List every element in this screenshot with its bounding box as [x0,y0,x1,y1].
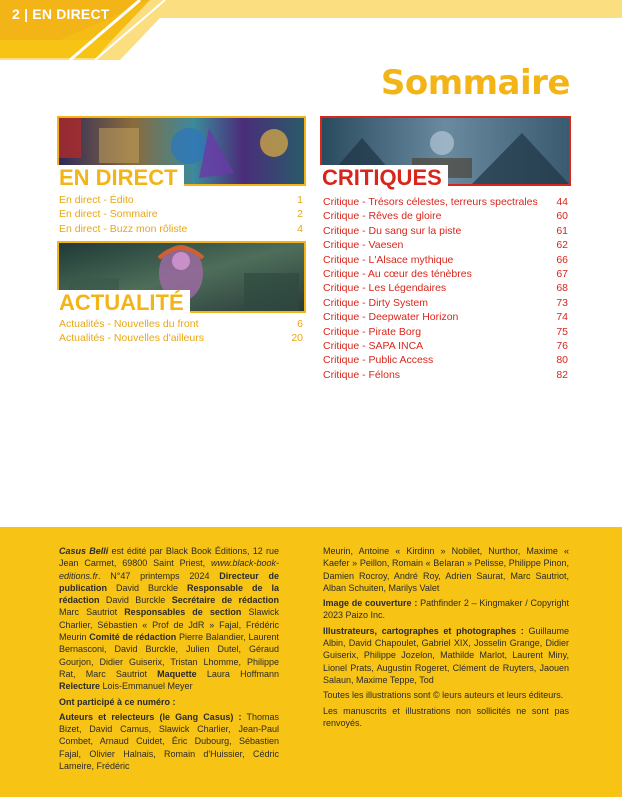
publisher-link[interactable]: www.black-book-editions.fr [59,558,279,581]
toc-item[interactable]: Critique - Du sang sur la piste 61 [323,224,568,237]
toc-item[interactable]: En direct - Édito 1 [59,194,303,206]
actualite-title: ACTUALITÉ [57,290,190,314]
toc-item[interactable]: Critique - Vaesen 62 [323,239,568,252]
cover-credit: Image de couverture : Pathfinder 2 – Kingmaker / Copyright 2023 Paizo Inc. [323,598,569,621]
toc-item[interactable]: Critique - Trésors célestes, terreurs spectrales 44 [323,196,568,208]
toc-item[interactable]: Critique - Dirty System 73 [323,296,568,309]
toc-item[interactable]: Critique - Au cœur des ténèbres 67 [323,268,568,281]
toc-item[interactable]: Critique - Pirate Borg 75 [323,325,568,338]
toc-item[interactable]: Critique - Les Légendaires 68 [323,282,568,295]
toc-item[interactable]: Actualités - Nouvelles du front 6 [59,318,303,330]
toc-item[interactable]: Critique - Rêves de gloire 60 [323,210,568,223]
en-direct-list [59,193,303,236]
page-title: Sommaire [380,63,570,103]
critiques-title: CRITIQUES [320,165,448,189]
toc-item[interactable]: Critique - Deepwater Horizon 74 [323,311,568,324]
toc-item[interactable]: Critique - Félons 82 [323,368,568,381]
credits-panel [0,527,622,797]
credits-left-column [59,545,279,775]
en-direct-title: EN DIRECT [57,165,184,189]
credits-masthead: Casus Belli est édité par Black Book Éditions, 12 rue Jean Carmet, 69800 Saint Priest, www.black-book-editions.fr. N°47 printemps 2024 Directeur de publication David Burckle Responsable de la rédaction David Burckle Secrétaire de rédaction Marc Sautriot Responsables de section Slawick Charlier, Sébastien « Prof de JdR » Fajal, Frédéric Meurin Comité de rédaction Pierre Balandier, Laurent Bernasconi, David Burckle, Julien Dutel, Géraud Gourjon, Didier Guiserix, Tristan Lhomme, Philippe Rat, Marc Sautriot Maquette Laura Hoffmann Relecture Lois-Emmanuel Meyer [59,546,280,692]
toc-item[interactable]: Critique - SAPA INCA 76 [323,340,568,353]
authors-continued: Meurin, Antoine « Kirdinn » Nobilet, Nurthor, Maxime « Kaefer » Peillon, Romain « Belaran » Pelisse, Philippe Pinon, Damien Rocroy, André Roy, Adrien Saurat, Marc Sautriot, Alban Schuiten, Marilys Valet [323,546,569,593]
toc-item[interactable]: Actualités - Nouvelles d'ailleurs 20 [59,332,303,345]
authors-paragraph: Auteurs et relecteurs (le Gang Casus) : Thomas Bizet, David Camus, Slawick Charlier, Jean-Paul Combet, Arnaud Cuidet, Éric Dubourg, Sébastien Fajal, Olivier Halnais, Romain d'Huissier, Cédric Lameire, Frédéric [59,711,279,772]
toc-item[interactable]: Critique - L'Alsace mythique 66 [323,253,568,266]
critiques-list [323,195,568,382]
illustrators-paragraph: Illustrateurs, cartographes et photographes : Guillaume Albin, David Chapoulet, Gabriel XIX, Josselin Grange, Didier Guiserix, Philippe Jozelon, Mathilde Marlot, Laurent Miny, Lionel Prats, Augustin Rogeret, Clément de Ruyters, Jaouen Salaun, Maxime Teppe, Tod [323,625,569,685]
credits-right-column [323,545,569,732]
toc-item[interactable]: Critique - Public Access 80 [323,354,568,367]
header-band [0,0,622,60]
toc-item[interactable]: En direct - Sommaire 2 [59,208,303,221]
header-label: 2 | EN DIRECT [12,6,110,22]
actualite-list [59,317,303,346]
participants-heading: Ont participé à ce numéro : [59,696,176,707]
toc-item[interactable]: En direct - Buzz mon rôliste 4 [59,222,303,235]
copyright-notice: Toutes les illustrations sont © leurs auteurs et leurs éditeurs. [323,690,564,701]
manuscripts-notice: Les manuscrits et illustrations non sollicités ne sont pas renvoyés. [323,705,569,728]
